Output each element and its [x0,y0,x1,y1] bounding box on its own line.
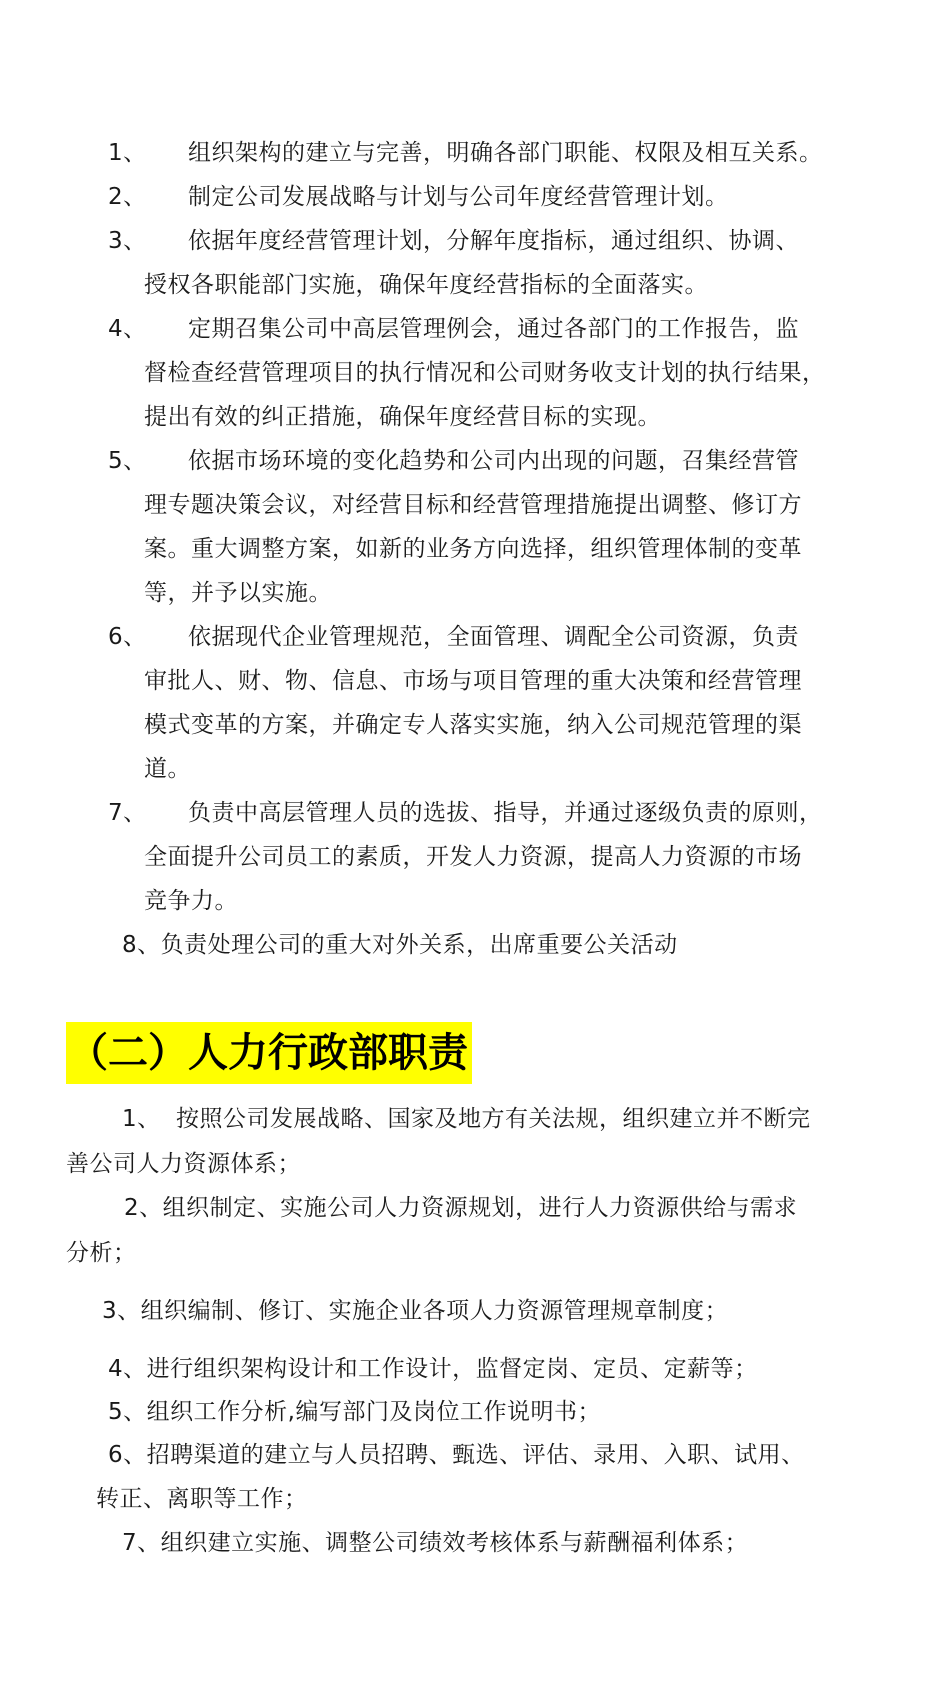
list-item: 7、组织建立实施、调整公司绩效考核体系与薪酬福利体系； [122,1530,749,1556]
list-item-text: 定期召集公司中高层管理例会，通过各部门的工作报告，监 [188,316,799,342]
list-item-text-continuation: 案。重大调整方案，如新的业务方向选择，组织管理体制的变革 [144,536,802,562]
list-item: 3、组织编制、修订、实施企业各项人力资源管理规章制度； [102,1298,729,1324]
section-heading: （二）人力行政部职责 [66,1022,472,1084]
list-item-number: 3、 [108,228,147,254]
list-item-text: 组织架构的建立与完善，明确各部门职能、权限及相互关系。 [188,140,823,166]
list-item-text: 制定公司发展战略与计划与公司年度经营管理计划。 [188,184,729,210]
list-item: 8、负责处理公司的重大对外关系，出席重要公关活动 [122,932,678,958]
list-item-text-continuation: 审批人、财、物、信息、市场与项目管理的重大决策和经营管理 [144,668,802,694]
list-item-number: 7、 [108,800,147,826]
list-item-text-continuation: 道。 [144,756,191,782]
list-item-text-continuation: 模式变革的方案，并确定专人落实实施，纳入公司规范管理的渠 [144,712,802,738]
list-item-text-continuation: 分析； [66,1240,137,1266]
list-item-number: 2、 [108,184,147,210]
list-item-text: 负责中高层管理人员的选拔、指导，并通过逐级负责的原则， [188,800,823,826]
list-item-text-continuation: 善公司人力资源体系； [66,1151,301,1177]
list-item-text-continuation: 提出有效的纠正措施，确保年度经营目标的实现。 [144,404,661,430]
list-item-text: 依据年度经营管理计划，分解年度指标，通过组织、协调、 [188,228,799,254]
list-item-text-continuation: 全面提升公司员工的素质，开发人力资源，提高人力资源的市场 [144,844,802,870]
list-item: 2、组织制定、实施公司人力资源规划，进行人力资源供给与需求 [124,1195,798,1221]
list-item-number: 4、 [108,316,147,342]
list-item-number: 1、 [122,1106,161,1132]
list-item: 6、招聘渠道的建立与人员招聘、甄选、评估、录用、入职、试用、 [108,1442,805,1468]
list-item-text-continuation: 竞争力。 [144,888,238,914]
list-item-text-continuation: 理专题决策会议，对经营目标和经营管理措施提出调整、修订方 [144,492,802,518]
list-item-text: 依据市场环境的变化趋势和公司内出现的问题，召集经营管 [188,448,799,474]
list-item-text: 依据现代企业管理规范，全面管理、调配全公司资源，负责 [188,624,799,650]
list-item: 4、进行组织架构设计和工作设计，监督定岗、定员、定薪等； [108,1356,758,1382]
list-item-text-continuation: 督检查经营管理项目的执行情况和公司财务收支计划的执行结果， [144,360,826,386]
list-item-number: 6、 [108,624,147,650]
list-item-text-continuation: 等，并予以实施。 [144,580,332,606]
list-item: 5、组织工作分析,编写部门及岗位工作说明书； [108,1399,601,1425]
list-item-text: 按照公司发展战略、国家及地方有关法规，组织建立并不断完 [176,1106,811,1132]
list-item-text-continuation: 转正、离职等工作； [96,1486,308,1512]
list-item-number: 5、 [108,448,147,474]
list-item-text-continuation: 授权各职能部门实施，确保年度经营指标的全面落实。 [144,272,708,298]
list-item-number: 1、 [108,140,147,166]
